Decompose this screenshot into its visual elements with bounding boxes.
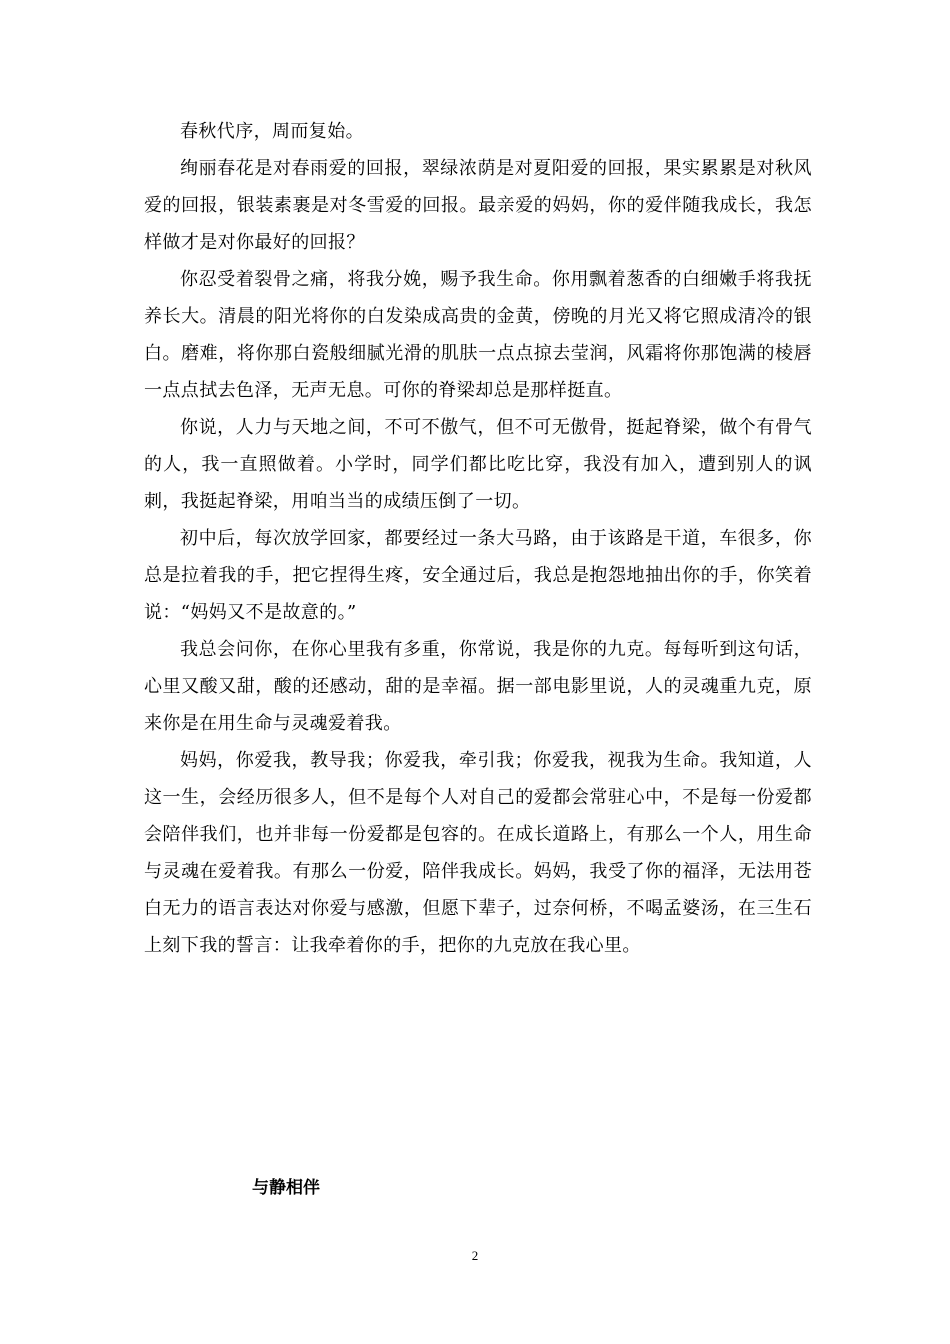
paragraph: 春秋代序，周而复始。	[180, 121, 364, 142]
paragraph: 你忍受着裂骨之痛，将我分娩，赐予我生命。你用飘着葱香的白细嫩手将我抚养长大。清晨的阳光将你的白发染成高贵的金黄，傍晚的月光又将它照成清冷的银白。磨难，将你那白瓷般细腻光滑的肌肤一点点掠去莹润，风霜将你那饱满的棱唇一点点拭去色泽，无声无息。可你的脊梁却总是那样挺直。	[144, 269, 812, 401]
paragraph: 你说，人力与天地之间，不可不傲气，但不可无傲骨，挺起脊梁，做个有骨气的人，我一直照做着。小学时，同学们都比吃比穿，我没有加入，遭到别人的讽刺，我挺起脊梁，用咱当当的成绩压倒了一切。	[144, 417, 812, 512]
essay-body	[144, 113, 812, 964]
paragraph: 妈妈，你爱我，教导我；你爱我，牵引我；你爱我，视我为生命。我知道，人这一生，会经历很多人，但不是每个人对自己的爱都会常驻心中，不是每一份爱都会陪伴我们，也并非每一份爱都是包容的。在成长道路上，有那么一个人，用生命与灵魂在爱着我。有那么一份爱，陪伴我成长。妈妈，我受了你的福泽，无法用苍白无力的语言表达对你爱与感激，但愿下辈子，过奈何桥，不喝孟婆汤，在三生石上刻下我的誓言：让我牵着你的手，把你的九克放在我心里。	[144, 750, 812, 956]
paragraph: 绚丽春花是对春雨爱的回报，翠绿浓荫是对夏阳爱的回报，果实累累是对秋风爱的回报，银装素裹是对冬雪爱的回报。最亲爱的妈妈，你的爱伴随我成长，我怎样做才是对你最好的回报？	[144, 158, 812, 253]
paragraph: 我总会问你，在你心里我有多重，你常说，我是你的九克。每每听到这句话，心里又酸又甜，酸的还感动，甜的是幸福。据一部电影里说，人的灵魂重九克，原来你是在用生命与灵魂爱着我。	[144, 639, 812, 734]
page-number: 2	[471, 1248, 479, 1263]
paragraph: 初中后，每次放学回家，都要经过一条大马路，由于该路是干道，车很多，你总是拉着我的手，把它捏得生疼，安全通过后，我总是抱怨地抽出你的手，你笑着说：“妈妈又不是故意的。”	[144, 528, 812, 623]
section-title: 与静相伴	[252, 1178, 320, 1198]
